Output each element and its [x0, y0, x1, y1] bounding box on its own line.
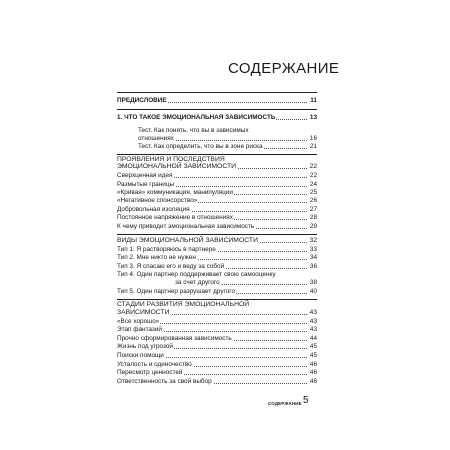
divider: [117, 234, 317, 235]
toc-page-number: 46: [309, 369, 317, 376]
toc-entry[interactable]: [117, 181, 317, 189]
toc-page-number: 27: [309, 206, 317, 213]
toc-entry-test1-cont[interactable]: [138, 135, 317, 143]
toc-entry-section1[interactable]: [117, 163, 317, 171]
toc-entry-label: «Негативное спонсорство»: [117, 197, 198, 204]
toc-page-number: 34: [309, 254, 317, 261]
toc-page-number: 32: [309, 237, 317, 244]
toc-page-number: 26: [309, 197, 317, 204]
toc-entry-label: Ответственность за свой выбор: [117, 378, 212, 385]
toc-entry-label: «Кривая» коммуникация, манипуляции: [117, 189, 233, 196]
toc-entry-label: ПРЕДИСЛОВИЕ: [117, 97, 167, 104]
toc-page-number: 45: [309, 343, 317, 350]
toc-entry[interactable]: [117, 343, 317, 351]
toc-entry-label: Усталость и одиночество: [117, 361, 192, 368]
toc-entry-label: Сверхценная идея: [117, 172, 173, 179]
toc-page-number: 21: [309, 143, 317, 150]
toc-entry-label: Жизнь под угрозой: [117, 343, 173, 350]
toc-entry[interactable]: [117, 214, 317, 222]
toc-entry-label: Тест. Как понять, что вы в зависимых: [138, 127, 249, 134]
toc-entry-label: Этап фантазий: [117, 326, 162, 333]
toc-entry[interactable]: [117, 172, 317, 180]
toc-entry[interactable]: [117, 326, 317, 334]
toc-entry[interactable]: [117, 378, 317, 386]
toc-entry[interactable]: [117, 189, 317, 197]
toc-entry-label: Прочно сформированная зависимость: [117, 335, 232, 342]
section-heading: ПРОЯВЛЕНИЯ И ПОСЛЕДСТВИЯ: [117, 156, 225, 163]
toc-entry[interactable]: [117, 352, 317, 360]
toc-page-number: 22: [309, 172, 317, 179]
section-heading: СТАДИИ РАЗВИТИЯ ЭМОЦИОНАЛЬНОЙ: [117, 301, 250, 308]
toc-entry-section3[interactable]: [117, 309, 317, 317]
toc-entry-label: Тип 1. Я растворяюсь в партнере: [117, 246, 216, 253]
toc-entry[interactable]: [117, 369, 317, 377]
toc-entry-label: отношениях: [138, 135, 174, 142]
page-number: 5: [303, 395, 309, 406]
toc-entry-preface[interactable]: [117, 97, 317, 105]
toc-entry[interactable]: [117, 206, 317, 214]
toc-page-number: 43: [309, 309, 317, 316]
toc-entry-chapter1[interactable]: [117, 114, 317, 122]
running-head: СОДЕРЖАНИЕ: [268, 401, 302, 406]
toc-page-number: 44: [309, 335, 317, 342]
toc-entry-label: ЗАВИСИМОСТИ: [117, 309, 170, 316]
toc-entry-label: Тип 5. Один партнер разрушает другого: [117, 288, 236, 295]
toc-entry[interactable]: [117, 288, 317, 296]
toc-page-number: 38: [309, 279, 317, 286]
toc-page-number: 46: [309, 378, 317, 385]
toc-entry-label: ВИДЫ ЭМОЦИОНАЛЬНОЙ ЗАВИСИМОСТИ: [117, 237, 258, 244]
toc-entry-label: Тип 3. Я спасаю его и веду за собой: [117, 263, 225, 270]
toc-entry-label: ЭМОЦИОНАЛЬНОЙ ЗАВИСИМОСТИ: [117, 163, 237, 170]
toc-entry[interactable]: [117, 318, 317, 326]
toc-page-number: 43: [309, 326, 317, 333]
divider: [117, 299, 317, 300]
toc-entry-label: Поиски помощи: [117, 352, 164, 359]
toc-entry-label: Постоянное напряжение в отношениях: [117, 214, 233, 221]
toc-entry-label: Тип 4. Один партнер поддерживает свою самооценку: [117, 271, 276, 278]
toc-page-number: 45: [309, 352, 317, 359]
toc-entry-label: Тест. Как определить, что вы в зоне риска: [138, 143, 263, 150]
toc-entry[interactable]: [117, 335, 317, 343]
toc-entry[interactable]: [117, 197, 317, 205]
toc-page-number: 16: [309, 135, 317, 142]
toc-page-number: 13: [309, 114, 317, 121]
toc-entry-label: Добровольная изоляция: [117, 206, 190, 213]
toc-page-number: 36: [309, 263, 317, 270]
toc-entry[interactable]: [117, 246, 317, 254]
toc-entry-label: 1. ЧТО ТАКОЕ ЭМОЦИОНАЛЬНАЯ ЗАВИСИМОСТЬ: [117, 114, 276, 121]
toc-entry-label: «Все хорошо»: [117, 318, 160, 325]
toc-entry-test1[interactable]: [138, 127, 317, 135]
toc-entry[interactable]: [117, 361, 317, 369]
toc-entry[interactable]: [117, 254, 317, 262]
toc-page-number: 11: [310, 97, 317, 104]
toc-entry[interactable]: [117, 223, 317, 231]
toc-page-number: 40: [309, 288, 317, 295]
toc-page-number: 43: [309, 318, 317, 325]
toc-page-number: 46: [309, 361, 317, 368]
divider: [117, 92, 317, 93]
toc-page-number: 25: [309, 189, 317, 196]
toc-page-number: 33: [309, 246, 317, 253]
toc-entry-test2[interactable]: [138, 143, 317, 151]
divider: [117, 154, 317, 155]
toc-page-number: 22: [309, 163, 317, 170]
toc-entry-label: К чему приводит эмоциональная зависимость: [117, 223, 255, 230]
toc-entry[interactable]: [117, 263, 317, 271]
toc-page-number: 24: [309, 181, 317, 188]
toc-entry-section2[interactable]: [117, 237, 317, 245]
toc-entry[interactable]: [117, 271, 317, 279]
page-title: СОДЕРЖАНИЕ: [228, 60, 340, 77]
toc-entry-label: Размытые границы: [117, 181, 175, 188]
toc-entry-cont[interactable]: [175, 279, 317, 287]
toc-entry-label: за счет другого: [175, 279, 220, 286]
toc-page-number: 28: [309, 214, 317, 221]
toc-entry-label: Пересмотр ценностей: [117, 369, 183, 376]
toc-page-number: 29: [309, 223, 317, 230]
toc-entry-label: Тип 2. Мне никто не нужен: [117, 254, 196, 261]
divider: [117, 109, 317, 110]
